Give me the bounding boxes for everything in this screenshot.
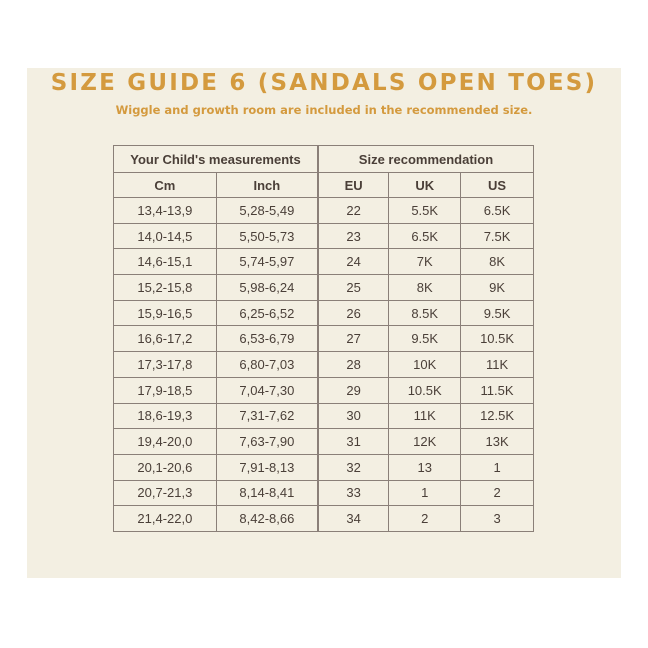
cell-eu: 22 [318,198,389,224]
cell-inch: 8,14-8,41 [216,480,318,506]
cell-eu: 30 [318,403,389,429]
cell-uk: 10.5K [389,377,461,403]
cell-cm: 14,0-14,5 [114,223,217,249]
column-header-cm: Cm [114,173,217,198]
table-row [114,275,534,301]
cell-eu: 27 [318,326,389,352]
table-row [114,249,534,275]
cell-eu: 25 [318,275,389,301]
cell-cm: 15,2-15,8 [114,275,217,301]
cell-uk: 9.5K [389,326,461,352]
cell-inch: 5,28-5,49 [216,198,318,224]
cell-us: 10.5K [461,326,534,352]
cell-cm: 19,4-20,0 [114,429,217,455]
size-guide-panel [27,68,621,578]
table-row [114,454,534,480]
cell-us: 9K [461,275,534,301]
cell-eu: 28 [318,352,389,378]
table-row [114,403,534,429]
cell-uk: 11K [389,403,461,429]
cell-us: 7.5K [461,223,534,249]
cell-cm: 18,6-19,3 [114,403,217,429]
cell-cm: 14,6-15,1 [114,249,217,275]
cell-inch: 8,42-8,66 [216,506,318,532]
table-row [114,352,534,378]
cell-uk: 6.5K [389,223,461,249]
cell-uk: 13 [389,454,461,480]
table-row [114,506,534,532]
table-row [114,429,534,455]
size-table [113,145,534,532]
cell-us: 3 [461,506,534,532]
cell-uk: 8K [389,275,461,301]
page-title: SIZE GUIDE 6 (SANDALS OPEN TOES) [50,70,598,96]
cell-us: 1 [461,454,534,480]
table-header [114,146,534,198]
cell-inch: 7,91-8,13 [216,454,318,480]
cell-us: 11.5K [461,377,534,403]
table-row [114,480,534,506]
cell-cm: 21,4-22,0 [114,506,217,532]
cell-eu: 24 [318,249,389,275]
cell-us: 2 [461,480,534,506]
cell-cm: 16,6-17,2 [114,326,217,352]
page-subtitle: Wiggle and growth room are included in the recommended size. [115,103,533,117]
cell-cm: 17,3-17,8 [114,352,217,378]
cell-inch: 6,25-6,52 [216,300,318,326]
cell-eu: 34 [318,506,389,532]
cell-cm: 15,9-16,5 [114,300,217,326]
cell-eu: 29 [318,377,389,403]
cell-uk: 7K [389,249,461,275]
cell-inch: 5,50-5,73 [216,223,318,249]
cell-cm: 20,1-20,6 [114,454,217,480]
cell-inch: 5,98-6,24 [216,275,318,301]
cell-us: 9.5K [461,300,534,326]
cell-cm: 13,4-13,9 [114,198,217,224]
table-row [114,198,534,224]
table-row [114,300,534,326]
cell-inch: 6,80-7,03 [216,352,318,378]
cell-uk: 12K [389,429,461,455]
cell-uk: 5.5K [389,198,461,224]
cell-inch: 7,31-7,62 [216,403,318,429]
cell-cm: 20,7-21,3 [114,480,217,506]
column-header-us: US [461,173,534,198]
cell-eu: 31 [318,429,389,455]
measurements-group-header: Your Child's measurements [114,146,318,173]
cell-us: 8K [461,249,534,275]
column-header-eu: EU [318,173,389,198]
group-header-row [114,146,534,173]
column-header-inch: Inch [216,173,318,198]
cell-us: 11K [461,352,534,378]
recommendation-group-header: Size recommendation [318,146,534,173]
table-row [114,223,534,249]
cell-uk: 8.5K [389,300,461,326]
cell-us: 12.5K [461,403,534,429]
cell-inch: 5,74-5,97 [216,249,318,275]
table-row [114,377,534,403]
table-row [114,326,534,352]
cell-us: 13K [461,429,534,455]
column-header-row [114,173,534,198]
cell-us: 6.5K [461,198,534,224]
cell-cm: 17,9-18,5 [114,377,217,403]
cell-inch: 6,53-6,79 [216,326,318,352]
cell-inch: 7,04-7,30 [216,377,318,403]
cell-uk: 2 [389,506,461,532]
cell-eu: 23 [318,223,389,249]
cell-eu: 32 [318,454,389,480]
cell-eu: 26 [318,300,389,326]
cell-uk: 1 [389,480,461,506]
table-body [114,198,534,532]
cell-uk: 10K [389,352,461,378]
column-header-uk: UK [389,173,461,198]
cell-inch: 7,63-7,90 [216,429,318,455]
cell-eu: 33 [318,480,389,506]
